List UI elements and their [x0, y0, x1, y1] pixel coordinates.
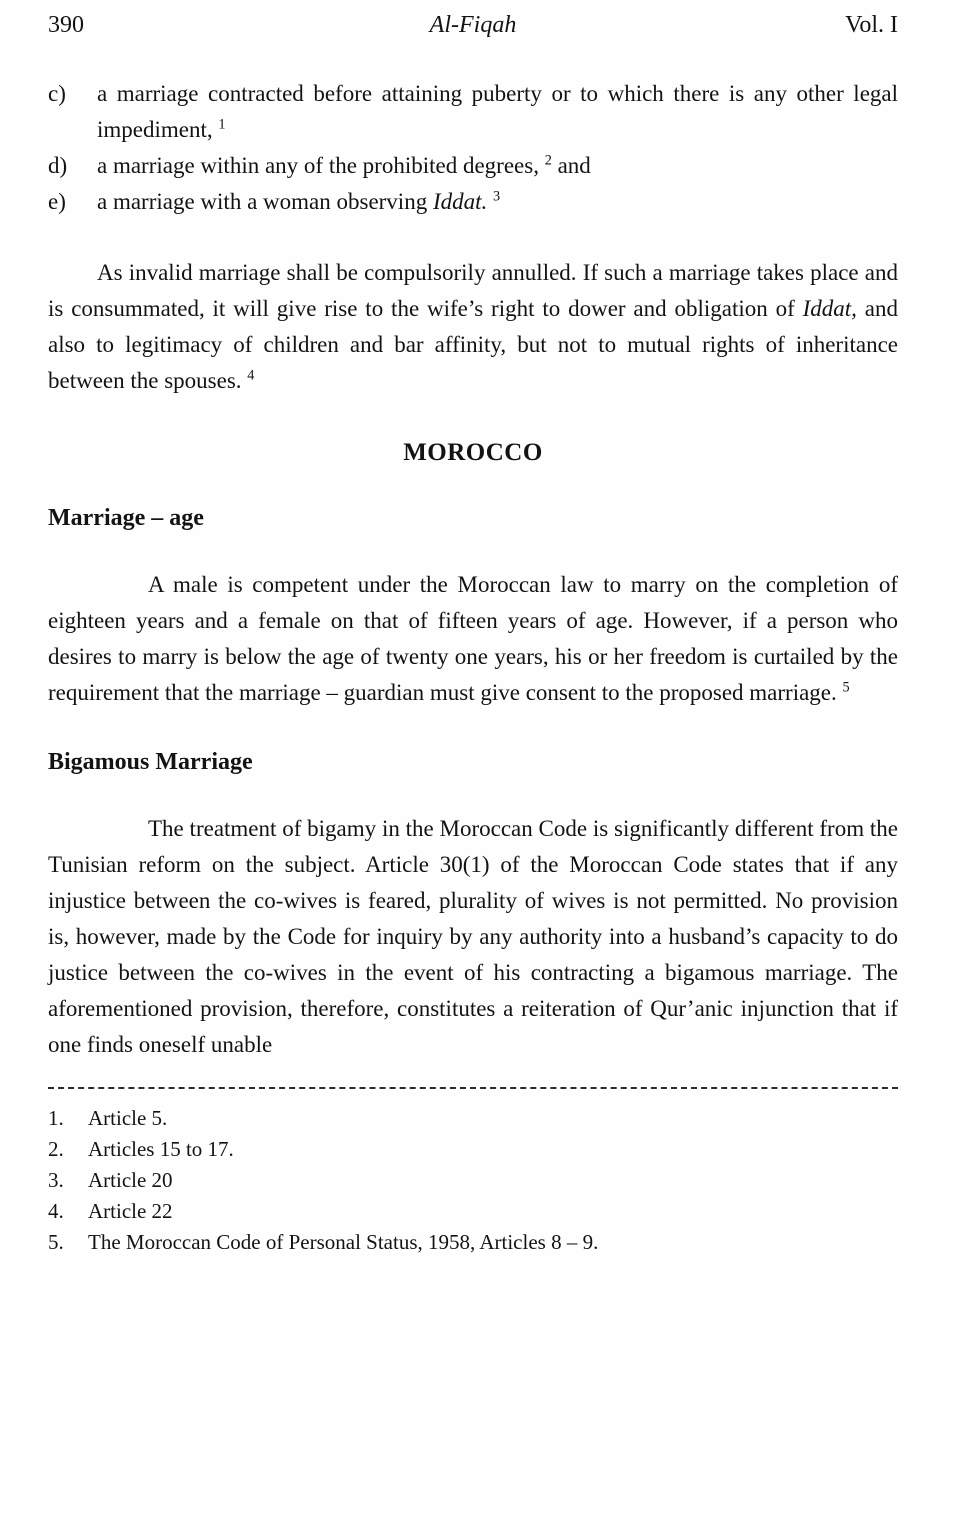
list-marker-d: d)	[48, 153, 68, 178]
footnote-1	[48, 1103, 898, 1134]
volume-label: Vol. I	[845, 12, 898, 38]
footnote-number: 4.	[48, 1199, 64, 1223]
heading-bigamous-marriage: Bigamous Marriage	[48, 749, 253, 775]
footnote-2	[48, 1134, 898, 1165]
list-item-e-text	[97, 184, 898, 220]
invalid-marriage-list	[48, 76, 898, 220]
footnote-text: Articles 15 to 17.	[88, 1137, 234, 1161]
heading-marriage-age: Marriage – age	[48, 505, 204, 531]
list-marker-e: e)	[48, 189, 66, 214]
paragraph-text: and also to legitimacy of children and bar affinity, but not to mutual rights of inheritance between the spouses.	[48, 296, 898, 393]
paragraph-text: As invalid marriage shall be compulsorily annulled. If such a marriage takes place and is consummated, it will give rise to the wife’s right to dower and obligation of	[48, 260, 898, 321]
paragraph-marriage-age	[48, 567, 898, 711]
footnote-4	[48, 1196, 898, 1227]
list-text: a marriage contracted before attaining puberty or to which there is any other legal impediment,	[97, 81, 898, 142]
section-heading-morocco: MOROCCO	[403, 439, 543, 466]
list-item-d	[48, 148, 898, 184]
footnote-ref-5: 5	[842, 679, 850, 696]
list-item-c	[48, 76, 898, 148]
footnote-ref-3: 3	[493, 188, 501, 205]
italic-term-iddat: Iddat.	[432, 189, 494, 214]
footnote-text: Article 20	[88, 1168, 173, 1192]
footnote-ref-4: 4	[247, 367, 255, 384]
footnote-5	[48, 1227, 898, 1258]
list-marker-c: c)	[48, 81, 66, 106]
footnote-number: 5.	[48, 1230, 64, 1254]
list-text: a marriage within any of the prohibited degrees,	[97, 153, 545, 178]
footnote-separator	[48, 1087, 898, 1089]
paragraph-bigamous-marriage	[48, 811, 898, 1063]
paragraph-text: A male is competent under the Moroccan law to marry on the completion of eighteen years and a female on that of fifteen years of age. However, if a person who desires to marry is below the age of twenty one years, his or her freedom is curtailed by the requirement that the marriage – guardian must give consent to the proposed marriage.	[48, 572, 898, 705]
footnote-ref-1: 1	[218, 116, 226, 133]
footnotes	[48, 1103, 898, 1258]
footnote-ref-2: 2	[544, 152, 552, 169]
list-text-tail: and	[551, 153, 591, 178]
list-item-e	[48, 184, 898, 220]
book-title: Al-Fiqah	[429, 12, 517, 38]
footnote-text: Article 22	[88, 1199, 173, 1223]
page-number: 390	[48, 12, 84, 38]
list-item-d-text	[97, 148, 898, 184]
page-header	[48, 10, 898, 40]
paragraph-invalid-marriage	[48, 255, 898, 399]
paragraph-text: The treatment of bigamy in the Moroccan Code is significantly different from the Tunisian reform on the subject. Article 30(1) of the Moroccan Code states that if any injustice between the co-wives is feared, plurality of wives is not permitted. No provision is, however, made by the Code for inquiry by any authority into a husband’s capacity to do justice between the co-wives in the event of his contracting a bigamous marriage. The aforementioned provision, therefore, constitutes a reiteration of Qur’anic injunction that if one finds oneself unable	[48, 816, 898, 1057]
footnote-text: The Moroccan Code of Personal Status, 1958, Articles 8 – 9.	[88, 1230, 599, 1254]
list-item-c-text	[97, 76, 898, 148]
footnote-number: 3.	[48, 1168, 64, 1192]
footnote-text: Article 5.	[88, 1106, 168, 1130]
footnote-3	[48, 1165, 898, 1196]
footnote-number: 1.	[48, 1106, 64, 1130]
footnote-number: 2.	[48, 1137, 64, 1161]
list-text: a marriage with a woman observing	[97, 189, 433, 214]
italic-term-iddat: Iddat,	[802, 296, 865, 321]
